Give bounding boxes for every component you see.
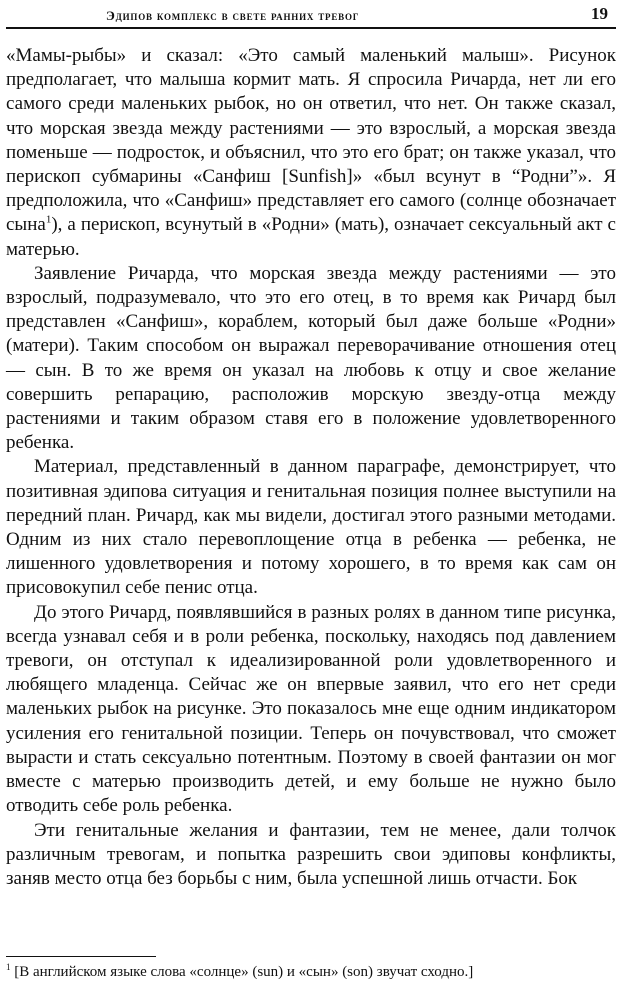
footnote-reference: 1 bbox=[45, 214, 52, 227]
footnote-marker: 1 bbox=[6, 962, 11, 972]
paragraph-3: Материал, представленный в данном параграфе, демонстрирует, что позитивная эдипова ситуация и генитальная позиция полнее выступили на передний план. Ричард, как мы видели, достигал этого разными методами. Одним из них стало перевоплощение отца в ребенка — ребенка, не лишенного удовлетворения и потому хорошего, в то время как сам он присовокупил себе пенис отца. bbox=[6, 456, 616, 599]
body-text bbox=[6, 44, 616, 891]
paragraph-1-text: «Мамы-рыбы» и сказал: «Это самый маленький малыш». Рисунок предполагает, что малыша кормит мать. Я спросила Ричарда, нет ли его самого среди маленьких рыбок, но он ответил, что нет. Он также сказал, что морская звезда между растениями — это взрослый, а морская звезда поменьше — подросток, и объяснил, что это его брат; он также указал, что перископ субмарины «Санфиш [Sunfish]» «был всунут в “Родни”». Я предположила, что «Санфиш» представляет его самого (солнце обозначает сына bbox=[6, 45, 616, 236]
paragraph-4: До этого Ричард, появлявшийся в разных ролях в данном типе рисунка, всегда узнавал себя и в роли ребенка, поскольку, находясь под давлением тревоги, он отступал к идеализированной роли удовлетворенного и любящего младенца. Сейчас же он впервые заявил, что его нет среди маленьких рыбок на рисунке. Это показалось мне еще одним индикатором усиления его генитальной позиции. Теперь он почувствовал, что сможет вырасти и стать сексуально потентным. Поэтому в своей фантазии он мог вместе с матерью производить детей, и ему больше не нужно было отводить себе роль ребенка. bbox=[6, 601, 616, 817]
paragraph-5: Эти генитальные желания и фантазии, тем не менее, дали толчок различным тревогам, и попытка разрешить свои эдиповы конфликты, заняв место отца без борьбы с ним, была успешной лишь отчасти. Бок bbox=[6, 819, 616, 889]
page-number: 19 bbox=[591, 4, 608, 23]
footnote-text: [В английском языке слова «солнце» (sun) и «сын» (son) звучат сходно.] bbox=[14, 964, 474, 980]
paragraph-2: Заявление Ричарда, что морская звезда между растениями — это взрослый, подразумевало, что это его отец, в то время как Ричард был представлен «Санфиш», кораблем, который был даже больше «Родни» (матери). Таким способом он выражал переворачивание отношения отец — сын. В то же время он указал на любовь к отцу и свое желание совершить репарацию, расположив морскую звезду-отца между растениями и таким образом ставя его в положение удовлетворенного ребенка. bbox=[6, 262, 616, 454]
footnote bbox=[6, 962, 606, 982]
running-head bbox=[6, 0, 616, 29]
footnote-divider bbox=[6, 956, 156, 957]
running-head-title: Эдипов комплекс в свете ранних тревог bbox=[106, 8, 360, 23]
paragraph-1 bbox=[6, 44, 616, 262]
paragraph-1-text-continued: ), а перископ, всунутый в «Родни» (мать), означает сексуальный акт с матерью. bbox=[6, 214, 616, 260]
